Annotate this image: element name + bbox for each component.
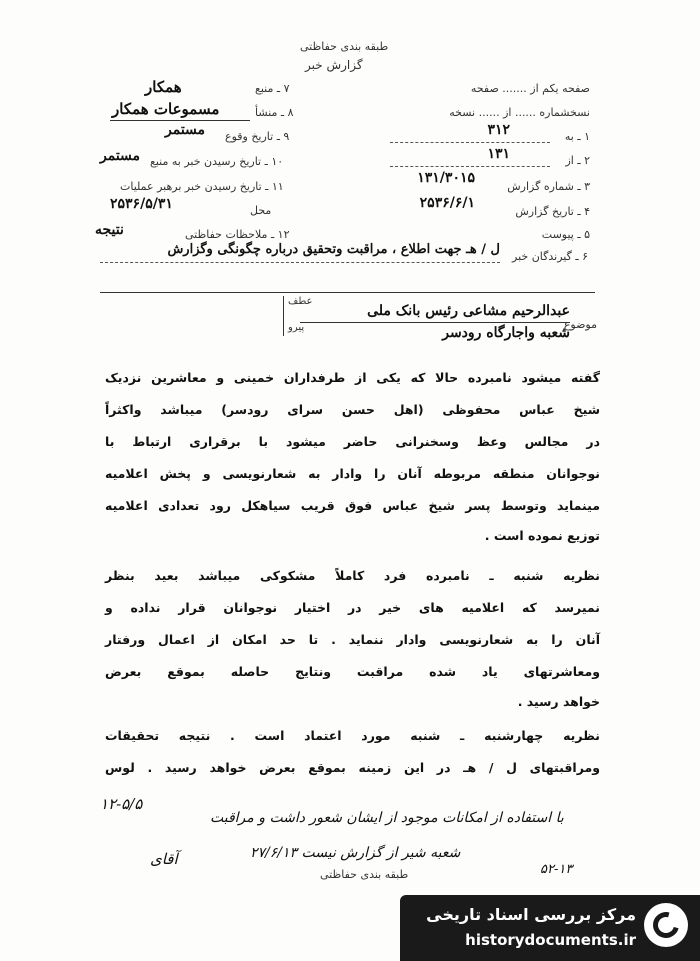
field5-label: ۵ ـ پیوست — [541, 228, 590, 241]
body-line-5: مینماید وتوسط پسر شیخ عباس فوق قریب سیاهکل رود تعدادی اعلامیه — [105, 498, 600, 513]
field10-label: ۱۰ ـ تاریخ رسیدن خبر به منبع — [150, 155, 284, 168]
field3-label: ۳ ـ شماره گزارش — [507, 180, 590, 193]
margin-note: ۱۲-۵/۵ — [100, 795, 143, 813]
subject-ref-peyro: پیرو — [288, 322, 305, 333]
body-line-2: شیخ عباس محفوظی (اهل حسن سرای رودسر) میباشد واکثراً — [105, 402, 600, 417]
classification-top: طبقه بندی حفاظتی — [300, 40, 389, 53]
field8-label: ۸ ـ منشأ — [255, 106, 294, 119]
field7-label: ۷ ـ منبع — [255, 82, 290, 95]
body-line-13: ومراقبتهای ل / هـ در این زمینه بموقع بعرض خواهد رسید . لوس — [105, 760, 600, 775]
body-line-1: گفته میشود نامبرده حالا که یکی از طرفداران خمینی و معاشرین نزدیک — [105, 370, 600, 385]
field8-value: مسموعات همکار — [112, 100, 220, 118]
body-line-4: نوجوانان منطقه مربوطه آنان را وادار به شعارنویسی و پخش اعلامیه — [105, 466, 600, 481]
body-line-9: آنان را به شعارنویسی وادار ننماید . تا حد امکان از اعمال ورفتار — [105, 632, 600, 647]
field12-label: ۱۲ ـ ملاحظات حفاظتی — [185, 228, 290, 241]
subject-line2: شعبه واجارگاه رودسر — [442, 325, 570, 341]
handwritten-line-2: شعبه شیر از گزارش نیست ۲۷/۶/۱۳ — [250, 845, 461, 861]
left-note: آقای — [150, 850, 178, 868]
subject-vertical-rule — [283, 296, 284, 336]
field3-value: ۱۳۱/۳۰۱۵ — [417, 170, 475, 186]
page-line: صفحه یکم از ....... صفحه — [470, 82, 590, 95]
field1-rule — [390, 142, 550, 143]
bottom-number: ۵۲-۱۳ — [540, 862, 573, 877]
field11-label: ۱۱ ـ تاریخ رسیدن خبر برهبر عملیات — [120, 180, 284, 193]
field2-rule — [390, 166, 550, 167]
watermark-band — [400, 895, 700, 961]
field7-value: همکار — [145, 78, 182, 96]
field2-label: ۲ ـ از — [565, 154, 590, 167]
field8-rule — [110, 120, 250, 121]
watermark-url: historydocuments.ir — [465, 931, 636, 949]
historydocuments-logo-icon — [644, 903, 688, 947]
field11-value: ۲۵۳۶/۵/۳۱ — [110, 196, 173, 212]
handwritten-line-1: با استفاده از امکانات موجود از ایشان شعور داشت و مراقبت — [210, 810, 564, 826]
field4-value: ۲۵۳۶/۶/۱ — [419, 195, 475, 211]
body-line-6: توزیع نموده است . — [484, 528, 600, 543]
subject-line1: عبدالرحیم مشاعی رئیس بانک ملی — [367, 303, 570, 319]
place-label: محل — [250, 204, 272, 217]
field1-value: ۳۱۲ — [487, 122, 510, 138]
body-line-7: نظریه شنبه ـ نامبرده فرد کاملاً مشکوکی میباشد بعید بنظر — [105, 568, 600, 583]
report-title: گزارش خبر — [305, 58, 363, 72]
field10-value: مستمر — [100, 148, 141, 164]
body-line-3: در مجالس وعظ وسخنرانی حاضر میشود با برقراری ارتباط با — [105, 434, 600, 449]
field12-value: نتیجه — [95, 222, 124, 238]
classification-bottom: طبقه بندی حفاظتی — [320, 868, 409, 881]
field6-label: ۶ ـ گیرندگان خبر — [512, 250, 588, 263]
field6-rule — [100, 262, 500, 263]
watermark-org-name: مرکز بررسی اسناد تاریخی — [426, 905, 636, 924]
field9-value: مستمر — [165, 122, 206, 138]
body-line-8: نمیرسد که اعلامیه های خیر در اختیار نوجوانان قرار نداده و — [105, 600, 600, 615]
subject-label: موضوع — [563, 318, 597, 331]
field6-value: ل / هـ جهت اطلاع ، مراقبت وتحقیق درباره چگونگی وگزارش — [167, 242, 500, 257]
header-divider — [100, 292, 595, 293]
subject-ref-atf: عطف — [288, 296, 313, 307]
body-line-10: ومعاشرتهای یاد شده مراقبت ونتایج حاصله بموقع بعرض — [105, 664, 600, 679]
field4-label: ۴ ـ تاریخ گزارش — [515, 205, 590, 218]
copy-line: نسخشماره ...... از ...... نسخه — [449, 106, 590, 119]
body-line-11: خواهد رسید . — [517, 694, 600, 709]
subject-rule — [300, 322, 570, 323]
field2-value: ۱۳۱ — [487, 146, 510, 162]
field9-label: ۹ ـ تاریخ وقوع — [225, 130, 290, 143]
field1-label: ۱ ـ به — [564, 130, 590, 143]
body-line-12: نظریه چهارشنبه ـ شنبه مورد اعتماد است . نتیجه تحقیقات — [105, 728, 600, 743]
